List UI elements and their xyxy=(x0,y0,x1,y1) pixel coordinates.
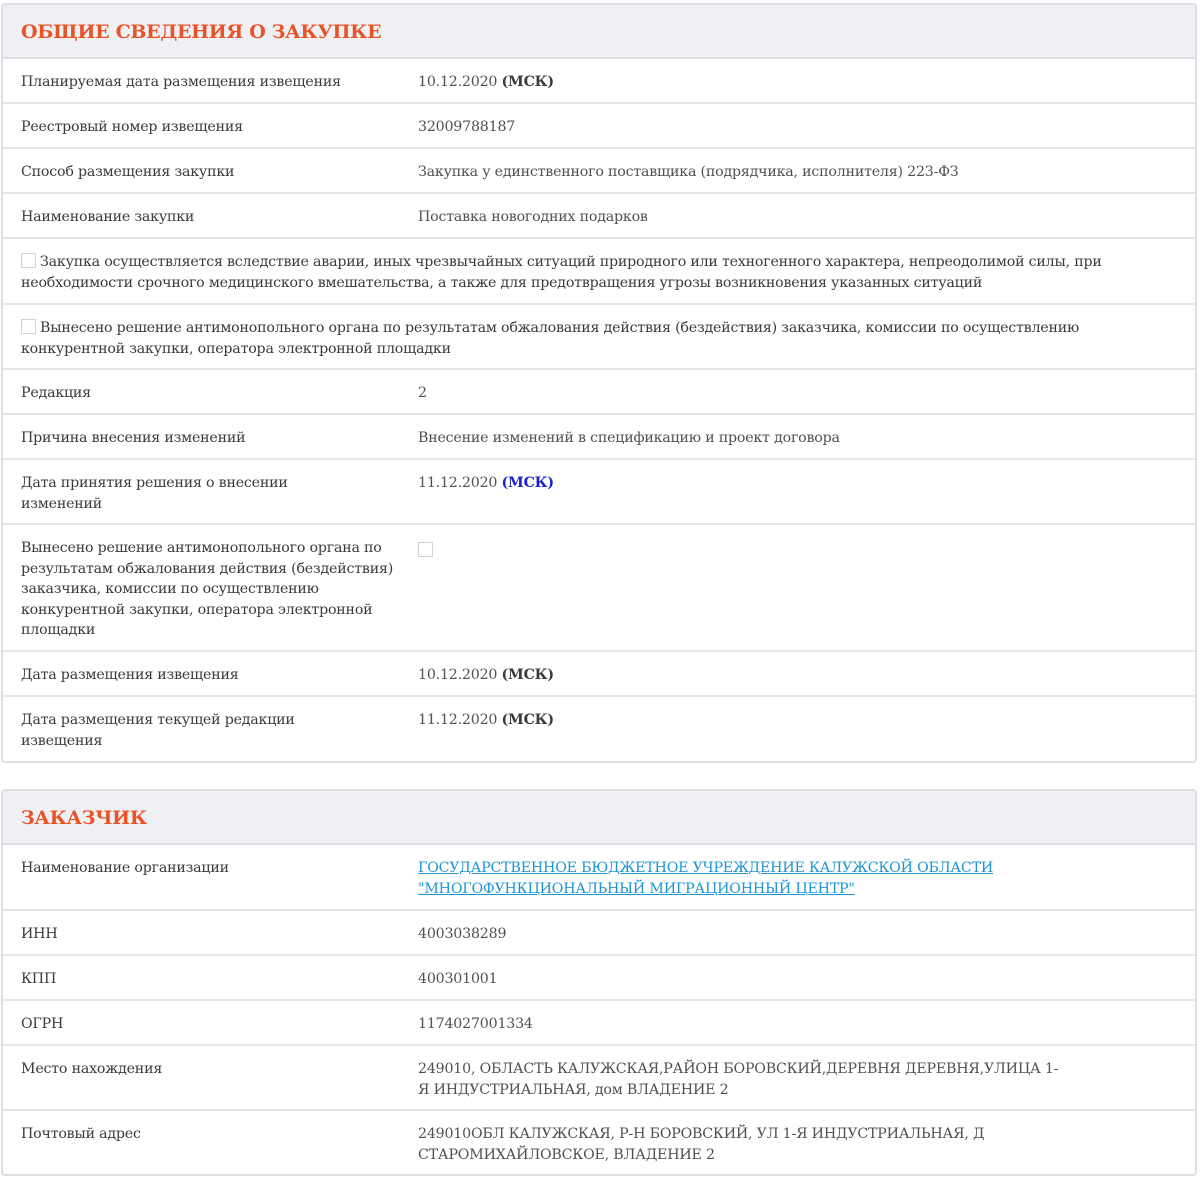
field-value: 249010ОБЛ КАЛУЖСКАЯ, Р-Н БОРОВСКИЙ, УЛ 1-Я ИНДУСТРИАЛЬНАЯ, Д СТАРОМИХАЙЛОВСКОЕ, ВЛАДЕНИЕ 2 xyxy=(418,1126,985,1163)
date-value: 10.12.2020 xyxy=(418,74,498,90)
info-row xyxy=(3,460,1195,525)
field-label: ОГРН xyxy=(21,1016,64,1032)
field-label: Наименование организации xyxy=(21,860,229,876)
field-value: Закупка у единственного поставщика (подрядчика, исполнителя) 223-ФЗ xyxy=(418,164,959,180)
field-label: ИНН xyxy=(21,926,58,942)
field-label: Почтовый адрес xyxy=(21,1126,141,1142)
field-label: Место нахождения xyxy=(21,1061,163,1077)
organization-link[interactable]: ГОСУДАРСТВЕННОЕ БЮДЖЕТНОЕ УЧРЕЖДЕНИЕ КАЛУЖСКОЙ ОБЛАСТИ "МНОГОФУНКЦИОНАЛЬНЫЙ МИГРАЦИОННЫЙ ЦЕНТР" xyxy=(418,860,994,897)
timezone-label: (МСК) xyxy=(501,74,554,90)
field-label: Причина внесения изменений xyxy=(21,430,246,446)
field-value xyxy=(418,858,1195,909)
info-row xyxy=(3,59,1195,104)
section-header xyxy=(3,5,1195,59)
field-value xyxy=(418,72,1195,102)
field-value: Поставка новогодних подарков xyxy=(418,209,648,225)
timezone-label: (МСК) xyxy=(501,475,554,491)
date-value: 11.12.2020 xyxy=(418,712,498,728)
field-label: Наименование закупки xyxy=(21,209,195,225)
field-value: 249010, ОБЛАСТЬ КАЛУЖСКАЯ,РАЙОН БОРОВСКИЙ,ДЕРЕВНЯ ДЕРЕВНЯ,УЛИЦА 1-Я ИНДУСТРИАЛЬНАЯ, дом ВЛАДЕНИЕ 2 xyxy=(418,1061,1059,1098)
field-label: Дата принятия решения о внесении изменений xyxy=(21,475,288,512)
field-label: Вынесено решение антимонопольного органа по результатам обжалования действия (бездействия) заказчика, комиссии по осуществлению конкурентной закупки, оператора электронной площадки xyxy=(21,540,394,638)
timezone-label: (МСК) xyxy=(501,667,554,683)
field-value: Внесение изменений в спецификацию и проект договора xyxy=(418,430,840,446)
info-row xyxy=(3,194,1195,239)
info-row xyxy=(3,1046,1195,1111)
field-label: Реестровый номер извещения xyxy=(21,119,243,135)
info-row xyxy=(3,911,1195,956)
info-row xyxy=(3,956,1195,1001)
info-row xyxy=(3,104,1195,149)
field-value: 2 xyxy=(418,385,427,401)
field-value xyxy=(418,665,1195,695)
date-value: 10.12.2020 xyxy=(418,667,498,683)
checkbox-label: Вынесено решение антимонопольного органа по результатам обжалования действия (бездействия) заказчика, комиссии по осуществлению конкурентной закупки, оператора электронной площадки xyxy=(21,320,1080,357)
checkbox-row xyxy=(3,239,1195,305)
info-row xyxy=(3,525,1195,652)
info-row xyxy=(3,1001,1195,1046)
checkbox-field xyxy=(21,318,1195,368)
emergency-checkbox[interactable] xyxy=(21,253,36,268)
checkbox-row xyxy=(3,305,1195,370)
checkbox-label: Закупка осуществляется вследствие аварии, иных чрезвычайных ситуаций природного или техногенного характера, непреодолимой силы, при необходимости срочного медицинского вмешательства, а также для предотвращения угрозы возникновения указанных ситуаций xyxy=(21,254,1102,291)
field-label: КПП xyxy=(21,971,57,987)
field-value: 4003038289 xyxy=(418,926,507,942)
field-value: 400301001 xyxy=(418,971,498,987)
field-label: Дата размещения извещения xyxy=(21,667,239,683)
field-label: Способ размещения закупки xyxy=(21,164,235,180)
field-label: Планируемая дата размещения извещения xyxy=(21,74,341,90)
general-info-section xyxy=(1,3,1197,763)
timezone-label: (МСК) xyxy=(501,712,554,728)
antimonopoly-checkbox[interactable] xyxy=(21,319,36,334)
info-row xyxy=(3,370,1195,415)
info-row xyxy=(3,1111,1195,1175)
field-value xyxy=(418,538,1195,650)
field-value xyxy=(418,710,1195,759)
field-value xyxy=(418,473,1195,523)
info-row xyxy=(3,652,1195,697)
field-label: Редакция xyxy=(21,385,91,401)
info-row xyxy=(3,697,1195,759)
field-value: 1174027001334 xyxy=(418,1016,533,1032)
field-value: 32009788187 xyxy=(418,119,516,135)
info-row xyxy=(3,415,1195,460)
info-row xyxy=(3,845,1195,911)
info-row xyxy=(3,149,1195,194)
checkbox-field xyxy=(21,252,1195,303)
customer-section xyxy=(1,789,1197,1176)
section-title: ОБЩИЕ СВЕДЕНИЯ О ЗАКУПКЕ xyxy=(21,21,382,43)
section-header xyxy=(3,791,1195,845)
field-label: Дата размещения текущей редакции извещения xyxy=(21,712,295,749)
antimonopoly-decision-checkbox[interactable] xyxy=(418,542,433,557)
date-value: 11.12.2020 xyxy=(418,475,498,491)
section-title: ЗАКАЗЧИК xyxy=(21,807,147,829)
